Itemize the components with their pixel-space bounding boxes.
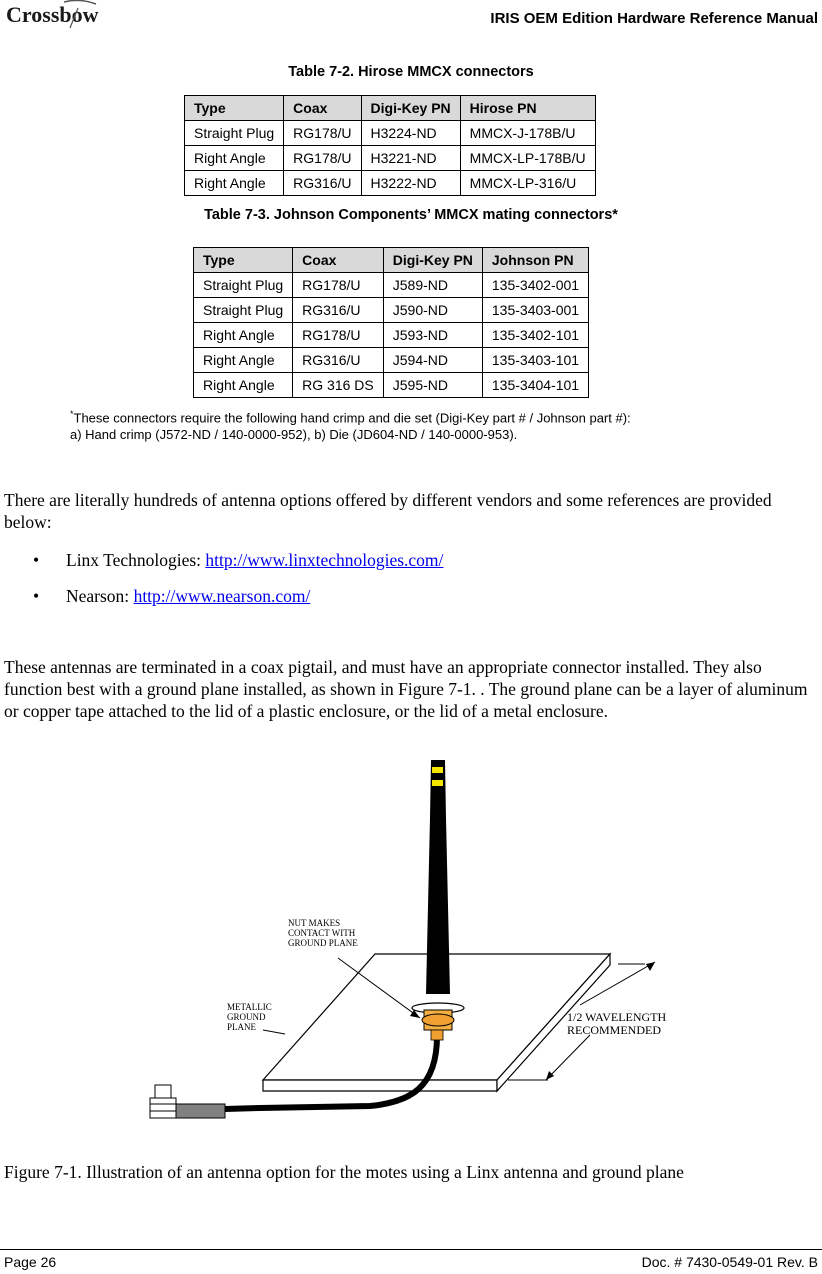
antenna-install-paragraph: These antennas are terminated in a coax pigtail, and must have an appropriate connector installed. They also function best with a ground plane installed, as shown in Figure 7-1. . The ground plane can be a layer of aluminum or copper tape attached to the lid of a plastic enclosure, or the lid of a metal enclosure. [4,657,808,721]
table-cell: RG316/U [293,348,384,373]
table-cell: 135-3403-101 [482,348,588,373]
table-cell: J594-ND [383,348,482,373]
footnote-marker: * [70,409,74,419]
table-cell: Straight Plug [194,273,293,298]
table-cell: RG316/U [284,171,361,196]
table-row [185,121,596,146]
table-cell: J589-ND [383,273,482,298]
table-row [185,146,596,171]
table-cell: RG178/U [284,121,361,146]
footer-divider [0,1249,822,1250]
table-cell: MMCX-LP-178B/U [460,146,595,171]
column-header: Type [194,248,293,273]
svg-text:METALLIC: METALLIC [227,1002,272,1012]
table-cell: Straight Plug [194,298,293,323]
connector-head [155,1085,171,1099]
bullet-label: Linx Technologies: [66,550,206,570]
bullet-dot: • [33,550,40,570]
cable-sleeve [175,1104,225,1118]
table-cell: J590-ND [383,298,482,323]
table-header-row [194,248,589,273]
nut-label [288,918,358,948]
footnote-line2: a) Hand crimp (J572-ND / 140-0000-952), b) Die (JD604-ND / 140-0000-953). [70,427,518,443]
table-cell: RG178/U [293,323,384,348]
nut-collar [431,1030,443,1040]
manual-title: IRIS OEM Edition Hardware Reference Manual [490,10,818,27]
table-cell: 135-3404-101 [482,373,588,398]
svg-text:GROUND: GROUND [227,1012,266,1022]
column-header: Johnson PN [482,248,588,273]
nut-face [422,1014,454,1026]
table-cell: MMCX-J-178B/U [460,121,595,146]
svg-text:CONTACT WITH: CONTACT WITH [288,928,356,938]
bullet-nearson [33,586,310,607]
antenna-ground-plane-illustration [0,758,822,1158]
table-cell: Right Angle [185,146,284,171]
plane-leader-line [263,1030,285,1034]
connector-body [150,1098,176,1118]
table-cell: J595-ND [383,373,482,398]
svg-text:PLANE: PLANE [227,1022,256,1032]
table-cell: Right Angle [194,373,293,398]
table-row [194,323,589,348]
table-cell: MMCX-LP-316/U [460,171,595,196]
table-cell: J593-ND [383,323,482,348]
table-cell: 135-3402-001 [482,273,588,298]
table-cell: RG178/U [293,273,384,298]
svg-text:NUT MAKES: NUT MAKES [288,918,341,928]
bullet-label: Nearson: [66,586,134,606]
table-row [194,348,589,373]
nearson-link[interactable]: http://www.nearson.com/ [133,586,311,606]
document-number: Doc. # 7430-0549-01 Rev. B [641,1254,818,1270]
dimension-line-lower [546,1035,590,1080]
crossbow-logo [4,0,114,34]
column-header: Digi-Key PN [383,248,482,273]
table2-caption: Table 7-3. Johnson Components’ MMCX mating connectors* [204,207,618,223]
logo-text: Crossbow [6,2,99,27]
svg-text:GROUND PLANE: GROUND PLANE [288,938,358,948]
ground-plane-front-edge [263,1080,497,1091]
column-header: Type [185,96,284,121]
table-cell: Right Angle [185,171,284,196]
antenna-stripe [432,767,443,773]
figure-caption: Figure 7-1. Illustration of an antenna option for the motes using a Linx antenna and ground plane [4,1162,684,1182]
table1-caption: Table 7-2. Hirose MMCX connectors [288,64,534,80]
table-cell: Right Angle [194,323,293,348]
svg-text:1/2 WAVELENGTH: 1/2 WAVELENGTH [567,1010,667,1024]
table-cell: Right Angle [194,348,293,373]
table-footnote [70,406,631,443]
antenna-options-paragraph: There are literally hundreds of antenna options offered by different vendors and some references are provided below: [4,490,772,532]
linx-link[interactable]: http://www.linxtechnologies.com/ [205,550,444,570]
column-header: Digi-Key PN [361,96,460,121]
table-cell: 135-3403-001 [482,298,588,323]
table-row [185,171,596,196]
bullet-linx [33,550,443,571]
svg-text:RECOMMENDED: RECOMMENDED [567,1023,662,1037]
table-row [194,298,589,323]
ground-plane-label [227,1002,272,1032]
table-cell: 135-3402-101 [482,323,588,348]
column-header: Coax [293,248,384,273]
hirose-connector-table [184,95,596,196]
table-cell: RG316/U [293,298,384,323]
table-row [194,373,589,398]
table-cell: H3221-ND [361,146,460,171]
page-number: Page 26 [4,1254,57,1270]
column-header: Hirose PN [460,96,595,121]
table-cell: H3224-ND [361,121,460,146]
table-cell: RG 316 DS [293,373,384,398]
table-cell: Straight Plug [185,121,284,146]
footnote-line1: These connectors require the following hand crimp and die set (Digi-Key part # / Johnson part #): [73,410,631,426]
table-row [194,273,589,298]
table-cell: H3222-ND [361,171,460,196]
antenna-stripe [432,780,443,786]
bullet-dot: • [33,586,40,606]
table-header-row [185,96,596,121]
wavelength-label [567,1010,667,1037]
column-header: Coax [284,96,361,121]
johnson-connector-table [193,247,589,398]
table-cell: RG178/U [284,146,361,171]
antenna-whip [426,760,450,994]
